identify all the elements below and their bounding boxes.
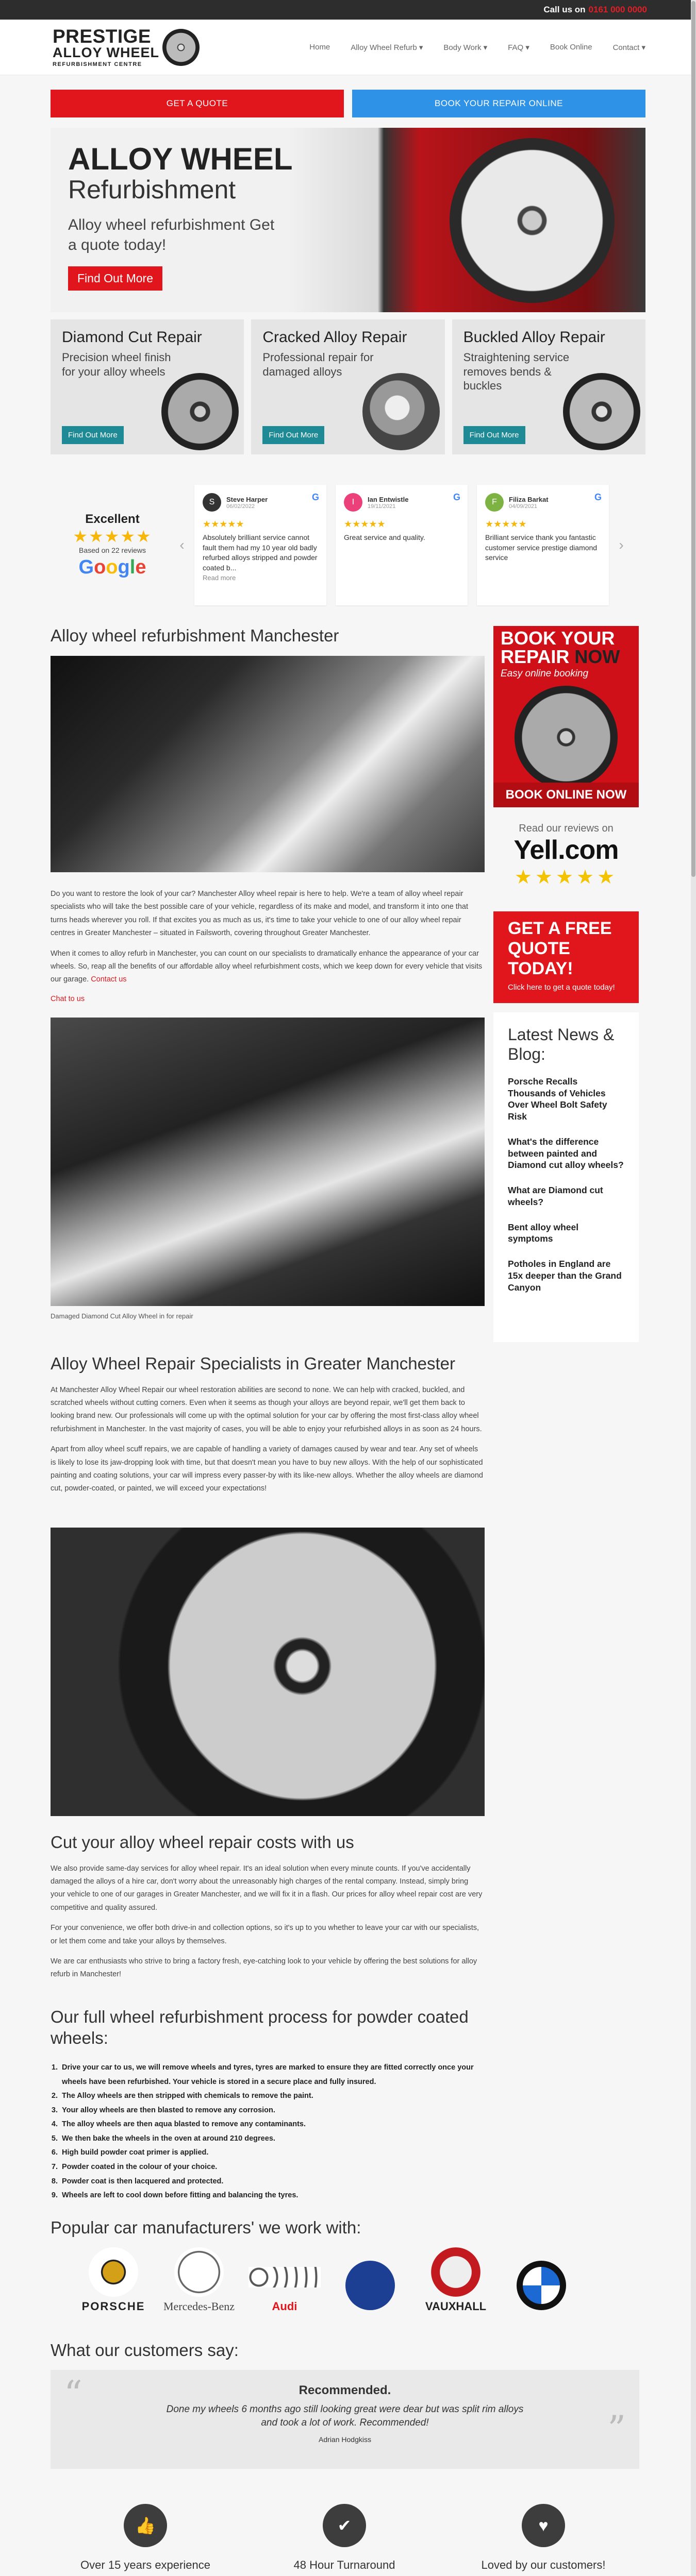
rating-stars: ★★★★★ bbox=[73, 527, 152, 546]
service-cards bbox=[51, 319, 645, 454]
quote-open-icon: “ bbox=[64, 2373, 82, 2415]
review-text: Brilliant service thank you fantastic customer service prestige diamond service bbox=[485, 533, 598, 562]
logo-wheel-icon bbox=[162, 29, 200, 66]
audi-logo: Audi bbox=[248, 2246, 321, 2313]
logo-line-2: ALLOY WHEEL bbox=[53, 45, 160, 60]
main-nav bbox=[309, 43, 645, 52]
checkmark-icon: ✔ bbox=[323, 2504, 366, 2547]
book-subtitle: Easy online booking bbox=[501, 668, 589, 679]
feature-title: 48 Hour Turnaround bbox=[293, 2558, 395, 2571]
review-date: 19/11/2021 bbox=[368, 503, 396, 510]
site-logo[interactable] bbox=[53, 27, 200, 67]
rating-label: Excellent bbox=[85, 512, 140, 526]
page-scrollbar[interactable] bbox=[691, 0, 696, 2576]
cta-row bbox=[0, 75, 696, 117]
google-g-icon: G bbox=[453, 492, 460, 502]
top-bar bbox=[0, 0, 696, 20]
site-header bbox=[0, 20, 696, 75]
service-card-diamond-cut[interactable] bbox=[51, 319, 244, 454]
section-heading-process: Our full wheel refurbishment process for powder coated wheels: bbox=[51, 2007, 469, 2047]
book-online-banner[interactable] bbox=[493, 626, 639, 807]
section-heading-costs: Cut your alloy wheel repair costs with us bbox=[51, 1832, 354, 1852]
testimonial-author: Adrian Hodgkiss bbox=[319, 2435, 371, 2444]
vauxhall-logo: VAUXHALL bbox=[420, 2246, 492, 2313]
scrollbar-thumb[interactable] bbox=[691, 1, 695, 877]
free-quote-banner[interactable] bbox=[493, 911, 639, 1003]
card-text: Professional repair for damaged alloys bbox=[262, 351, 374, 378]
review-stars: ★★★★★ bbox=[203, 519, 244, 529]
thumbs-up-icon: 👍 bbox=[124, 2504, 167, 2547]
hero-banner bbox=[51, 128, 645, 312]
card-wheel-image bbox=[161, 373, 239, 450]
tyre-wheel-photo bbox=[51, 1528, 485, 1816]
testimonials-heading: What our customers say: bbox=[51, 2341, 239, 2360]
process-step: 8. Powder coat is then lacquered and protected. bbox=[60, 2175, 485, 2189]
review-date: 06/02/2022 bbox=[226, 503, 255, 510]
google-rating-summary bbox=[51, 512, 174, 579]
book-line-1: BOOK YOUR bbox=[501, 628, 615, 649]
yell-reviews-badge[interactable] bbox=[493, 823, 639, 889]
hero-subtitle: Refurbishment bbox=[68, 175, 236, 204]
feature-experience bbox=[60, 2504, 230, 2576]
feature-loved bbox=[458, 2504, 628, 2576]
testimonial-heading: Recommended. bbox=[299, 2383, 391, 2397]
card-text: Precision wheel finish for your alloy wheels bbox=[62, 351, 171, 378]
book-online-now-button[interactable]: BOOK ONLINE NOW bbox=[493, 783, 639, 807]
mercedes-logo: Mercedes-Benz bbox=[163, 2246, 235, 2313]
book-line-2: REPAIR bbox=[501, 646, 570, 667]
latest-news-panel bbox=[493, 1012, 639, 1342]
review-text: Absolutely brilliant service cannot fault them had my 10 year old badly refurbed alloys stripped and powder coated b... bbox=[203, 533, 318, 572]
section-heading-specialists: Alloy Wheel Repair Specialists in Greater Manchester bbox=[51, 1353, 455, 1373]
main-content bbox=[51, 626, 485, 2203]
reviewer-name: Filiza Barkat bbox=[509, 495, 549, 503]
feature-title: Over 15 years experience bbox=[80, 2558, 210, 2571]
feature-title: Loved by our customers! bbox=[481, 2558, 606, 2571]
process-step: 2. The Alloy wheels are then stripped with chemicals to remove the paint. bbox=[60, 2089, 485, 2104]
manufacturers-heading: Popular car manufacturers' we work with: bbox=[51, 2218, 361, 2237]
process-step: 7. Powder coated in the colour of your choice. bbox=[60, 2160, 485, 2175]
reviewer-name: Ian Entwistle bbox=[368, 495, 409, 503]
hero-wheel-image bbox=[450, 138, 615, 303]
service-card-buckled-alloy[interactable] bbox=[452, 319, 645, 454]
latest-news-title: Latest News & Blog: bbox=[508, 1025, 615, 1064]
card-title: Cracked Alloy Repair bbox=[262, 329, 407, 346]
process-step: 1. Drive your car to us, we will remove wheels and tyres, tyres are marked to ensure they are fitted correctly once your wheels have been refurbished. Your vehicle is stored in a secure place and fully insured. bbox=[60, 2061, 485, 2089]
damaged-wheel-photo bbox=[51, 1018, 485, 1306]
heart-icon: ♥ bbox=[522, 2504, 565, 2547]
get-quote-button[interactable]: GET A QUOTE bbox=[51, 90, 344, 117]
card-wheel-image bbox=[362, 373, 440, 450]
costs-paragraph-2: For your convenience, we offer both drive-in and collection options, so it's up to you whether to leave your car with our specialists, or let them come and take your alloys by themselves. bbox=[51, 1924, 479, 1945]
review-stars: ★★★★★ bbox=[344, 519, 386, 529]
review-card bbox=[194, 485, 326, 605]
book-line-3: NOW bbox=[574, 646, 620, 667]
testimonial-card bbox=[51, 2370, 639, 2469]
process-step: 6. High build powder coat primer is applied. bbox=[60, 2146, 485, 2160]
reviewer-name: Steve Harper bbox=[226, 495, 268, 503]
rating-count: Based on 22 reviews bbox=[79, 546, 146, 554]
news-link[interactable]: Potholes in England are 15x deeper than the Grand Canyon bbox=[508, 1259, 622, 1293]
costs-paragraph-3: We are car enthusiasts who strive to bring a factory fresh, eye-catching look to your vehicle by offering the best solutions for alloy refurb in Manchester! bbox=[51, 1957, 477, 1979]
costs-paragraph: We also provide same-day services for alloy wheel repair. It's an ideal solution when every minute counts. If you've accidentally damaged the alloys of a hire car, don't worry about the unreasonably high charges of the rental company. Instead, simply bring your vehicle to one of our garages in Greater Manchester, and we will fix it in a flash. Our prices for alloy wheel repair cost are very competitive and quality assured. bbox=[51, 1864, 483, 1912]
card-title: Buckled Alloy Repair bbox=[463, 329, 605, 346]
free-quote-subtitle: Click here to get a quote today! bbox=[508, 983, 615, 992]
specialists-paragraph: At Manchester Alloy Wheel Repair our wheel restoration abilities are second to none. We can help with cracked, buckled, and scratched wheels without cutting corners. Even when it seems as though your alloys are beyond repair, we'll get them back to looking brand new. Our professionals will come up with the optimal solution for your car by offering the most first-class alloy wheel refurbishment in Manchester. In the vast majority of cases, you will be able to enjoy your refurbished alloys in as soon as 24 hours. bbox=[51, 1385, 482, 1433]
google-g-icon: G bbox=[594, 492, 602, 502]
manufacturer-logos bbox=[77, 2246, 577, 2313]
process-step: 3. Your alloy wheels are then blasted to remove any corrosion. bbox=[60, 2104, 485, 2118]
process-step: 9. Wheels are left to cool down before fitting and balancing the tyres. bbox=[60, 2189, 485, 2203]
card-title: Diamond Cut Repair bbox=[62, 329, 202, 346]
quote-close-icon: ” bbox=[607, 2408, 626, 2450]
phone-link[interactable]: 0161 000 0000 bbox=[588, 5, 647, 14]
bmw-logo bbox=[505, 2246, 577, 2313]
yell-logo: Yell.com bbox=[513, 835, 619, 865]
feature-turnaround bbox=[259, 2504, 429, 2576]
process-steps-list bbox=[51, 2061, 485, 2202]
hero-find-out-more-button[interactable]: Find Out More bbox=[68, 266, 162, 291]
nav-body-work[interactable]: Body Work ▾ bbox=[443, 43, 488, 52]
specialists-paragraph-2: Apart from alloy wheel scuff repairs, we are capable of handling a variety of damages caused by wear and tear. Any set of wheels is likely to lose its jaw-dropping look with time, but that doesn't mean you have to buy new alloys. With the help of our sophisticated painting and coating solutions, your car will impress every passer-by with its like-new alloys. Whether the alloy wheels are diamond cut, powder-coated, or painted, we will exceed your expectations! bbox=[51, 1445, 483, 1493]
chat-to-us-link[interactable]: Chat to us bbox=[51, 994, 85, 1003]
process-step: 4. The alloy wheels are then aqua blasted to remove any contaminants. bbox=[60, 2117, 485, 2132]
read-more-link[interactable]: Read more bbox=[203, 574, 236, 582]
banner-wheel-image bbox=[515, 686, 618, 789]
nav-alloy-wheel-refurb[interactable]: Alloy Wheel Refurb ▾ bbox=[351, 43, 423, 52]
intro-paragraph-2: When it comes to alloy refurb in Manchester, you can count on our specialists to dramatically enhance the appearance of your car wheels. So, reap all the benefits of our affordable alloy wheel refurbishment costs, which we keep down for every vehicle that visits our garage. Contact us bbox=[51, 949, 483, 984]
nav-contact[interactable]: Contact ▾ bbox=[612, 43, 645, 52]
nav-faq[interactable]: FAQ ▾ bbox=[508, 43, 529, 52]
google-g-icon: G bbox=[311, 492, 319, 502]
book-repair-button[interactable]: BOOK YOUR REPAIR ONLINE bbox=[352, 90, 645, 117]
testimonial-quote: Done my wheels 6 months ago still looking great were dear but was split rim alloys and took a lot of work. Recommended! bbox=[166, 2404, 524, 2428]
wheel-photo bbox=[51, 656, 485, 872]
reviewer-avatar: S bbox=[203, 493, 221, 512]
service-card-cracked-alloy[interactable] bbox=[251, 319, 444, 454]
intro-paragraph: Do you want to restore the look of your car? Manchester Alloy wheel repair is here to help. We're a team of alloy wheel repair specialists who will take the best possible care of your vehicle, regardless of its make and model, and transform it into one that turns heads wherever you roll. If that excites you as much as us, it's time to take your vehicle to one of our alloy wheel repair centres in Greater Manchester – situated in Failsworth, covering throughout Greater Manchester. bbox=[51, 890, 468, 938]
reviewer-avatar: F bbox=[485, 493, 504, 512]
review-text: Great service and quality. bbox=[344, 533, 425, 541]
logo-line-3: REFURBISHMENT CENTRE bbox=[53, 61, 142, 67]
nav-book-online[interactable]: Book Online bbox=[550, 42, 592, 52]
card-find-out-more-button[interactable]: Find Out More bbox=[62, 426, 124, 444]
yell-stars: ★★★★★ bbox=[514, 867, 618, 888]
news-link[interactable]: Porsche Recalls Thousands of Vehicles Over Wheel Bolt Safety Risk bbox=[508, 1076, 607, 1122]
photo-caption: Damaged Diamond Cut Alloy Wheel in for repair bbox=[51, 1312, 193, 1320]
porsche-logo: PORSCHE bbox=[77, 2246, 150, 2313]
review-card bbox=[336, 485, 468, 605]
card-wheel-image bbox=[563, 373, 640, 450]
call-label: Call us on bbox=[543, 5, 586, 14]
review-date: 04/09/2021 bbox=[509, 503, 538, 510]
logo-line-1: PRESTIGE bbox=[53, 26, 152, 47]
news-link[interactable]: Bent alloy wheel symptoms bbox=[508, 1222, 579, 1244]
news-link[interactable]: What's the difference between painted and Diamond cut alloy wheels? bbox=[508, 1136, 624, 1171]
contact-us-link[interactable]: Contact us bbox=[91, 975, 127, 984]
card-text: Straightening service removes bends & buckles bbox=[463, 351, 570, 392]
hero-title: ALLOY WHEEL bbox=[68, 142, 293, 176]
volkswagen-logo bbox=[334, 2246, 406, 2313]
card-find-out-more-button[interactable]: Find Out More bbox=[262, 426, 324, 444]
yell-read-label: Read our reviews on bbox=[519, 823, 614, 834]
sidebar bbox=[493, 626, 639, 1342]
process-step: 5. We then bake the wheels in the oven at around 210 degrees. bbox=[60, 2132, 485, 2146]
chevron-left-icon[interactable]: ‹ bbox=[179, 537, 185, 553]
chevron-right-icon[interactable]: › bbox=[619, 537, 624, 553]
card-find-out-more-button[interactable]: Find Out More bbox=[463, 426, 525, 444]
review-stars: ★★★★★ bbox=[485, 519, 527, 529]
free-quote-title: GET A FREE QUOTE TODAY! bbox=[508, 919, 612, 979]
google-logo: Google bbox=[78, 556, 146, 578]
news-link[interactable]: What are Diamond cut wheels? bbox=[508, 1185, 603, 1207]
reviewer-avatar: I bbox=[344, 493, 362, 512]
google-reviews-widget bbox=[51, 483, 645, 607]
hero-tagline: Alloy wheel refurbishment Get a quote today! bbox=[68, 216, 275, 253]
section-heading-refurbishment: Alloy wheel refurbishment Manchester bbox=[51, 626, 339, 645]
nav-home[interactable]: Home bbox=[309, 42, 330, 52]
review-card bbox=[477, 485, 609, 605]
